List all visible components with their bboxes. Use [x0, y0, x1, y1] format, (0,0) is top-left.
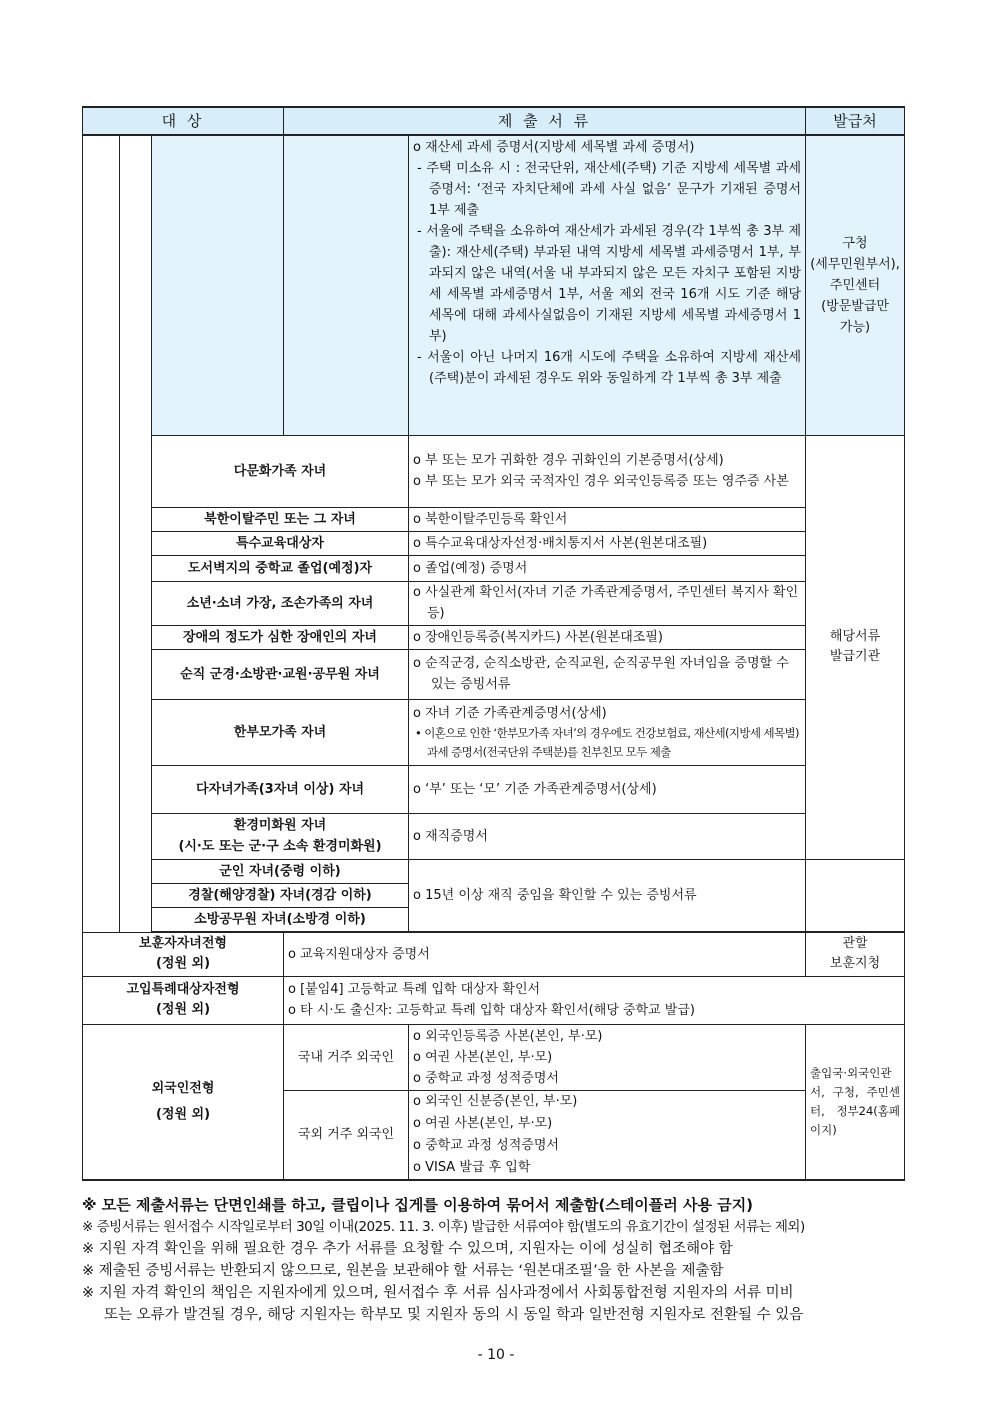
page-number: - 10 -	[477, 1347, 515, 1363]
row-label: 다문화가족 자녀	[152, 435, 409, 507]
blank-cell	[83, 135, 120, 932]
row-docs: o ‘부’ 또는 ‘모’ 기준 가족관계증명서(상세)	[409, 765, 806, 813]
table-row	[83, 976, 905, 1024]
table-row	[83, 1024, 905, 1090]
doc-line: o [붙임4] 고등학교 특례 입학 대상자 확인서	[288, 982, 541, 997]
row-label: 군인 자녀(중령 이하)	[152, 859, 409, 883]
note-line: ※ 모든 제출서류는 단면인쇄를 하고, 클립이나 집게를 이용하여 묶어서 제출함(스테이플러 사용 금지)	[82, 1196, 754, 1214]
doc-line: o 타 시·도 출신자: 고등학교 특례 입학 대상자 확인서(해당 중학교 발급)	[288, 1003, 695, 1018]
issuer-cell: 구청 (세무민원부서), 주민센터 (방문발급만 가능)	[806, 135, 905, 435]
doc-line: o VISA 발급 후 입학	[413, 1159, 531, 1175]
row-docs	[409, 1090, 806, 1180]
row-docs	[409, 1024, 806, 1090]
notes	[82, 1194, 912, 1326]
table-row	[83, 932, 905, 976]
table-row	[83, 135, 905, 435]
row-label-line: 환경미화원 자녀	[233, 818, 327, 833]
doc-line: o 외국인 신분증(본인, 부·모)	[413, 1093, 578, 1109]
issuer-cell: 해당서류 발급기관	[806, 435, 905, 859]
documents-table	[82, 106, 905, 1181]
note-line: ※ 지원 자격 확인의 책임은 지원자에게 있으며, 원서접수 후 서류 심사과정에서 사회통합전형 지원자의 서류 미비	[82, 1285, 794, 1301]
table-row	[83, 531, 905, 555]
row-docs: o 장애인등록증(복지카드) 사본(원본대조필)	[409, 625, 806, 649]
doc-line: o 중학교 과정 성적증명서	[413, 1137, 559, 1153]
row-label: 보훈자자녀전형 (정원 외)	[83, 932, 284, 976]
row-label: 고입특례대상자전형 (정원 외)	[83, 976, 284, 1024]
row-docs	[409, 435, 806, 507]
row-docs	[409, 699, 806, 765]
doc-line: o 부 또는 모가 귀화한 경우 귀화인의 기본증명서(상세)	[413, 453, 724, 468]
row-label: 순직 군경·소방관·교원·공무원 자녀	[152, 649, 409, 699]
row-label: 외국인전형 (정원 외)	[83, 1024, 284, 1180]
blank-cell	[284, 135, 409, 435]
sub-label: 국외 거주 외국인	[284, 1090, 409, 1180]
row-label: 경찰(해양경찰) 자녀(경감 이하)	[152, 883, 409, 907]
table-row	[83, 625, 905, 649]
note-line: 또는 오류가 발견될 경우, 해당 지원자는 학부모 및 지원자 동의 시 동일 학과 일반전형 지원자로 전환될 수 있음	[104, 1307, 804, 1323]
doc-line: o 여권 사본(본인, 부·모)	[413, 1049, 553, 1065]
doc-line: o 중학교 과정 성적증명서	[413, 1070, 559, 1086]
table-row	[83, 765, 905, 813]
doc-line: - 서울이 아닌 나머지 16개 시도에 주택을 소유하여 지방세 재산세(주택)분이 과세된 경우도 위와 동일하게 각 1부씩 총 3부 제출	[417, 350, 802, 386]
row-label: 특수교육대상자	[152, 531, 409, 555]
row-label-line: (시·도 또는 군·구 소속 환경미화원)	[178, 839, 382, 854]
table-row	[83, 649, 905, 699]
table-row	[83, 555, 905, 581]
doc-line: o 외국인등록증 사본(본인, 부·모)	[413, 1028, 603, 1044]
row-label	[152, 813, 409, 859]
row-label: 소방공무원 자녀(소방경 이하)	[152, 907, 409, 931]
doc-line: o 자녀 기준 가족관계증명서(상세)	[413, 705, 607, 721]
row-docs: o 졸업(예정) 증명서	[409, 555, 806, 581]
note-line: ※ 지원 자격 확인을 위해 필요한 경우 추가 서류를 요청할 수 있으며, 지원자는 이에 성실히 협조해야 함	[82, 1241, 733, 1257]
table-row	[83, 435, 905, 507]
table-row	[83, 699, 905, 765]
row-docs: o 15년 이상 재직 중임을 확인할 수 있는 증빙서류	[409, 859, 806, 931]
row-docs	[284, 976, 905, 1024]
row-docs: o 순직군경, 순직소방관, 순직교원, 순직공무원 자녀임을 증명할 수 있는 증빙서류	[409, 649, 806, 699]
row-docs: o 특수교육대상자선정·배치통지서 사본(원본대조필)	[409, 531, 806, 555]
row-label: 소년·소녀 가장, 조손가족의 자녀	[152, 581, 409, 625]
row-label: 도서벽지의 중학교 졸업(예정)자	[152, 555, 409, 581]
doc-line: o 부 또는 모가 외국 국적자인 경우 외국인등록증 또는 영주증 사본	[413, 474, 789, 489]
table-row	[83, 859, 905, 883]
issuer-cell: 출입국·외국인관서, 구청, 주민센터, 정부24(홈페이지)	[806, 1024, 905, 1180]
sub-label: 국내 거주 외국인	[284, 1024, 409, 1090]
row-docs: o 교육지원대상자 증명서	[284, 932, 806, 976]
row-label: 한부모가족 자녀	[152, 699, 409, 765]
doc-line: o 여권 사본(본인, 부·모)	[413, 1115, 553, 1131]
row-label: 북한이탈주민 또는 그 자녀	[152, 507, 409, 531]
header-target: 대 상	[83, 107, 284, 135]
table-row	[83, 581, 905, 625]
note-line: ※ 제출된 증빙서류는 반환되지 않으므로, 원본을 보관해야 할 서류는 ‘원본대조필’을 한 사본을 제출함	[82, 1263, 724, 1279]
table-row	[83, 507, 905, 531]
doc-line: o 재산세 과세 증명서(지방세 세목별 과세 증명서)	[413, 140, 695, 155]
doc-line: - 서울에 주택을 소유하여 재산세가 과세된 경우(각 1부씩 총 3부 제출): 재산세(주택) 부과된 내역 지방세 세목별 과세증명서 1부, 부과되지 않은 내역(서울 내 부과되지 않은 모든 자치구 포함된 지방세 세목별 과세증명서 1부, 서울 제외 전국 16개 시도 기준 해당 세목에 대해 과세사실없음이 기재된 지방세 세목별 과세증명서 1부)	[417, 224, 802, 344]
blank-cell	[152, 135, 284, 435]
table-row	[83, 813, 905, 859]
table-header	[83, 107, 905, 135]
blank-cell	[806, 859, 905, 931]
row-docs: o 북한이탈주민등록 확인서	[409, 507, 806, 531]
doc-line: - 주택 미소유 시 : 전국단위, 재산세(주택) 기준 지방세 세목별 과세증명서: ‘전국 자치단체에 과세 사실 없음’ 문구가 기재된 증명서 1부 제출	[417, 161, 802, 218]
row-label: 다자녀가족(3자녀 이상) 자녀	[152, 765, 409, 813]
header-issuer: 발급처	[806, 107, 905, 135]
row-docs: o 재직증명서	[409, 813, 806, 859]
row-label: 장애의 정도가 심한 장애인의 자녀	[152, 625, 409, 649]
doc-line: • 이혼으로 인한 ‘한부모가족 자녀’의 경우에도 건강보험료, 재산세(지방세 세목별) 과세 증명서(전국단위 주택분)를 친부친모 모두 제출	[415, 725, 799, 759]
row-docs: o 사실관계 확인서(자녀 기준 가족관계증명서, 주민센터 복지사 확인 등)	[409, 581, 806, 625]
property-tax-docs	[409, 135, 806, 435]
blank-cell	[120, 135, 152, 932]
header-documents: 제 출 서 류	[284, 107, 806, 135]
issuer-cell: 관할 보훈지청	[806, 932, 905, 976]
note-line: ※ 증빙서류는 원서접수 시작일로부터 30일 이내(2025. 11. 3. 이후) 발급한 서류여야 함(별도의 유효기간이 설정된 서류는 제외)	[82, 1219, 805, 1235]
